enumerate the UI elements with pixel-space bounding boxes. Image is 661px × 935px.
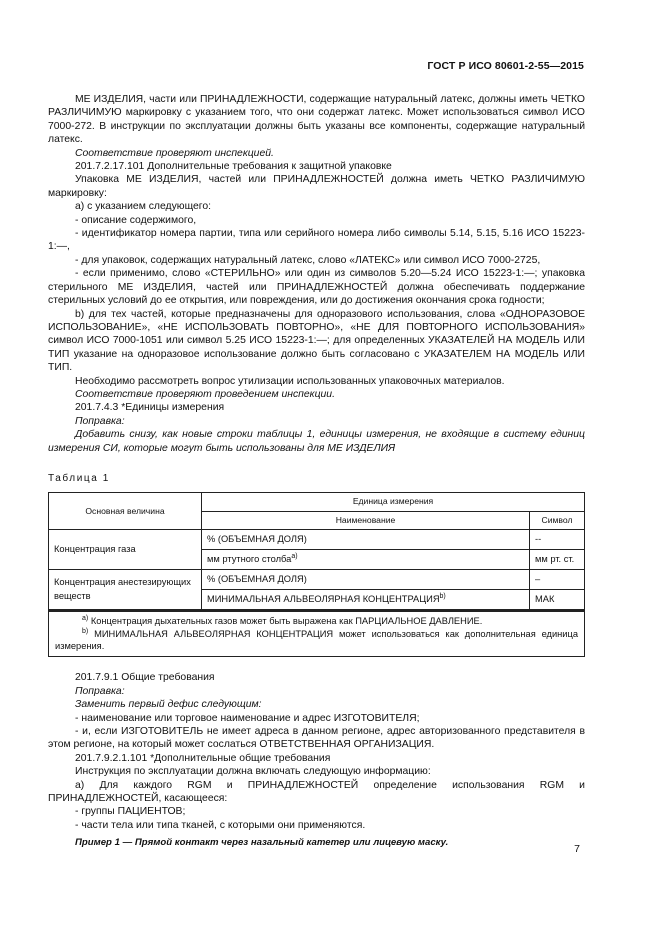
- compliance-note: Соответствие проверяют проведением инспекции.: [75, 388, 335, 400]
- section-heading: 201.7.4.3 *Единицы измерения: [75, 402, 225, 414]
- table-cell-name: % (ОБЪЕМНАЯ ДОЛЯ): [202, 530, 530, 550]
- list-item: a) Для каждого RGM и ПРИНАДЛЕЖНОСТЕЙ определение использования RGM и ПРИНАДЛЕЖНОСТЕЙ, касающееся:: [48, 779, 585, 805]
- list-item: - и, если ИЗГОТОВИТЕЛЬ не имеет адреса в данном регионе, адрес авторизованного представителя в этом регионе, на который может сослаться ОТВЕТСТВЕННАЯ ОРГАНИЗАЦИЯ.: [48, 726, 585, 751]
- table-cell-symbol: --: [530, 530, 585, 550]
- section-heading: 201.7.2.17.101 Дополнительные требования к защитной упаковке: [75, 161, 392, 173]
- footnote: $^{b)}$ МИНИМАЛЬНАЯ АЛЬВЕОЛЯРНАЯ КОНЦЕНТРАЦИЯ может использоваться как дополнительная единица измерения.: [55, 627, 578, 651]
- page-number: 7: [574, 843, 580, 855]
- list-item: - группы ПАЦИЕНТОВ;: [75, 806, 186, 818]
- footnote-mark: a): [82, 615, 89, 623]
- table-footnotes: [48, 610, 585, 657]
- standard-header: ГОСТ Р ИСО 80601-2-55—2015: [427, 60, 584, 72]
- amendment-label: Поправка:: [75, 415, 125, 427]
- paragraph-packaging: Упаковка МЕ ИЗДЕЛИЯ, частей или ПРИНАДЛЕЖНОСТЕЙ должна иметь ЧЕТКО РАЗЛИЧИМУЮ маркировку:: [48, 174, 585, 199]
- amendment-label: Поправка:: [75, 685, 125, 697]
- table-cell-name: % (ОБЪЕМНАЯ ДОЛЯ): [202, 570, 530, 590]
- example-text: Пример 1 — Прямой контакт через назальный катетер или лицевую маску.: [75, 837, 449, 849]
- table-cell-quantity: Концентрация анестезирующих веществ: [49, 570, 202, 610]
- table-cell-quantity: Концентрация газа: [49, 530, 202, 570]
- footnote-mark: b): [82, 627, 89, 635]
- list-item: - части тела или типа тканей, с которыми они применяются.: [75, 819, 366, 831]
- table-cell-symbol: –: [530, 570, 585, 590]
- unit-name: МИНИМАЛЬНАЯ АЛЬВЕОЛЯРНАЯ КОНЦЕНТРАЦИЯ: [207, 593, 440, 604]
- table-cell-symbol: МАК: [530, 590, 585, 610]
- paragraph-disposal: Необходимо рассмотреть вопрос утилизации использованных упаковочных материалов.: [75, 375, 505, 387]
- section-heading: 201.7.9.2.1.101 *Дополнительные общие требования: [75, 752, 331, 764]
- list-item: - для упаковок, содержащих натуральный латекс, слово «ЛАТЕКС» или символ ИСО 7000-2725,: [75, 254, 541, 266]
- amendment-text: Добавить снизу, как новые строки таблицы 1, единицы измерения, не входящие в систему единиц измерения СИ, которые могут быть использованы для МЕ ИЗДЕЛИЯ: [48, 429, 585, 454]
- unit-name: мм ртутного столба: [207, 553, 292, 564]
- list-item: b) для тех частей, которые предназначены для одноразового использования, слова «ОДНОРАЗОВОЕ ИСПОЛЬЗОВАНИЕ», «НЕ ИСПОЛЬЗОВАТЬ ПОВТОРНО», «НЕ ДЛЯ ПОВТОРНОГО ИСПОЛЬЗОВАНИЯ» символ ИСО 7000-1051 или символ 5.25 ИСО 15223-1:—; для определенных УКАЗАТЕЛЕЙ НА МОДЕЛЬ ИЛИ ТИП указание на одноразовое использование должно быть согласовано с УКАЗАТЕЛЕМ НА МОДЕЛЬ ИЛИ ТИП.: [48, 308, 585, 374]
- document-body: [48, 93, 585, 850]
- list-item: - если применимо, слово «СТЕРИЛЬНО» или один из символов 5.20—5.24 ИСО 15223-1:—; упаковка стерильного МЕ ИЗДЕЛИЯ, частей или ПРИНАДЛЕЖНОСТЕЙ должна обеспечивать поддержание стерильных условий до ее открытия, или повреждения, или до достижения окончания срока годности;: [48, 268, 585, 307]
- list-item: - описание содержимого,: [75, 214, 197, 226]
- list-item: - идентификатор номера партии, типа или серийного номера либо символы 5.14, 5.15, 5.16 ИСО 15223-1:—,: [48, 228, 585, 253]
- paragraph-latex-marking: МЕ ИЗДЕЛИЯ, части или ПРИНАДЛЕЖНОСТИ, содержащие натуральный латекс, должны иметь ЧЕТКО РАЗЛИЧИМУЮ маркировку с указанием того, что они содержат латекс. Может использоваться символ ИСО 7000-272. В инструкции по эксплуатации должны быть указаны все компоненты, содержащие натуральный латекс.: [48, 94, 585, 146]
- header-unit: Единица измерения: [202, 493, 585, 511]
- compliance-note: Соответствие проверяют инспекцией.: [75, 147, 274, 159]
- header-name: Наименование: [202, 511, 530, 529]
- header-basic-quantity: Основная величина: [49, 493, 202, 530]
- table-caption: Таблица 1: [48, 472, 110, 484]
- table-cell-symbol: мм рт. ст.: [530, 550, 585, 570]
- header-symbol: Символ: [530, 511, 585, 529]
- table-cell-name: [202, 550, 530, 570]
- footnote-mark: a): [291, 552, 298, 560]
- paragraph-instructions: Инструкция по эксплуатации должна включать следующую информацию:: [75, 766, 431, 778]
- section-heading: 201.7.9.1 Общие требования: [75, 672, 215, 684]
- amendment-text: Заменить первый дефис следующим:: [75, 699, 262, 711]
- units-table: [48, 492, 585, 610]
- table-cell-name: [202, 590, 530, 610]
- footnote-mark: b): [439, 592, 446, 600]
- footnote: $^{a)}$ Концентрация дыхательных газов может быть выражена как ПАРЦИАЛЬНОЕ ДАВЛЕНИЕ.: [82, 615, 483, 627]
- list-item: a) с указанием следующего:: [75, 201, 212, 213]
- list-item: - наименование или торговое наименование и адрес ИЗГОТОВИТЕЛЯ;: [75, 712, 420, 724]
